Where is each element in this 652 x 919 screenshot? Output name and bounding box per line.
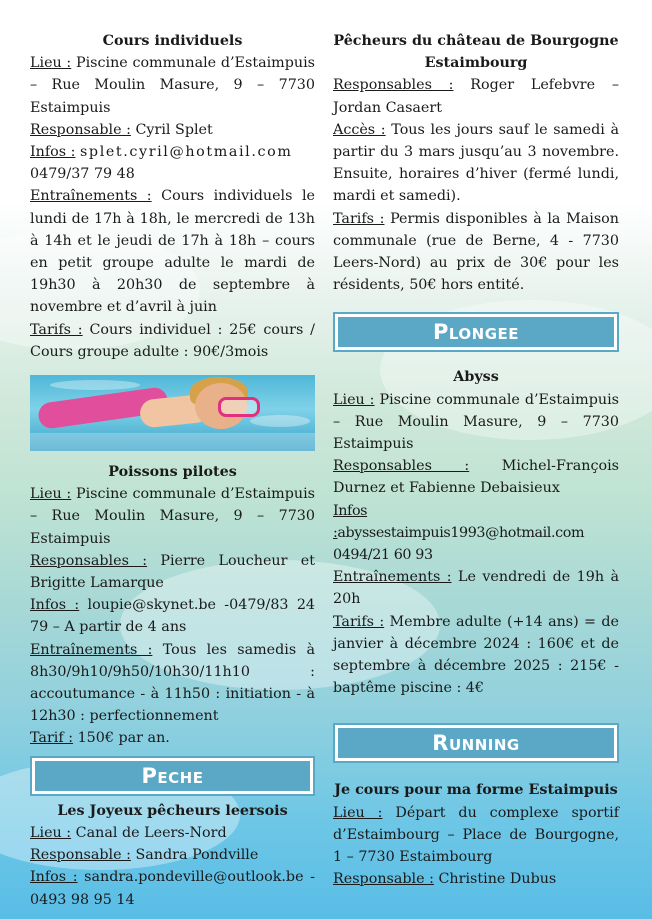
entrainements-label: Entraînements :	[333, 569, 452, 586]
section-joyeux-pecheurs	[30, 800, 315, 911]
entrainements-line	[30, 185, 315, 318]
responsable-line	[30, 119, 315, 141]
right-column	[333, 30, 619, 891]
lieu-label: Lieu :	[333, 391, 375, 408]
entrainements-text: Tous les samedis à 8h30/9h10/9h50/10h30/11h10 : accoutumance - à 11h50 : initiation - à 12h30 : perfectionnement	[30, 641, 315, 725]
entrainements-line	[30, 639, 315, 728]
entrainements-text: Cours individuels le lundi de 17h à 18h, le mercredi de 13h à 14h et le jeudi de 17h à 18h – cours en petit groupe adulte le mardi de 19h30 à 20h30 de septembre à novembre et d’avril à juin	[30, 188, 315, 316]
entrainements-label: Entraînements :	[30, 188, 152, 205]
entrainements-label: Entraînements :	[30, 641, 153, 658]
responsable-text: Christine Dubus	[438, 871, 557, 888]
infos-label: Infos :	[30, 144, 76, 161]
responsable-text: Sandra Pondville	[135, 847, 259, 864]
responsables-text: Michel-François Durnez et Fabienne Debaisieux	[333, 458, 620, 497]
acces-line	[333, 119, 619, 208]
section-je-cours	[333, 779, 619, 890]
lieu-text: Piscine communale d’Estaimpuis – Rue Moulin Masure, 9 – 7730 Estaimpuis	[333, 391, 619, 453]
section-poissons-pilotes	[30, 461, 315, 750]
phone-text: 0494/21 60 93	[333, 547, 433, 564]
lieu-text: Piscine communale d’Estaimpuis – Rue Moulin Masure, 9 – 7730 Estaimpuis	[30, 486, 315, 547]
responsables-line	[333, 455, 619, 499]
email-link[interactable]: splet.cyril@hotmail.com	[80, 144, 293, 161]
tarifs-label: Tarifs :	[333, 613, 385, 630]
responsables-text: Roger Lefebvre – Jordan Casaert	[333, 77, 619, 116]
email-link[interactable]: abyssestaimpuis1993@hotmail.com	[337, 524, 585, 541]
tarifs-line	[333, 208, 619, 297]
responsable-label: Responsable :	[30, 847, 131, 864]
infos-label: Infos :	[30, 869, 78, 886]
tarifs-text: Cours individuel : 25€ cours / Cours groupe adulte : 90€/3mois	[30, 321, 315, 360]
lieu-line	[333, 389, 619, 456]
entrainements-text: Le vendredi de 19h à 20h	[333, 569, 619, 608]
section-title: Poissons pilotes	[108, 464, 237, 481]
responsable-label: Responsable :	[333, 871, 434, 888]
lieu-text: Piscine communale d’Estaimpuis – Rue Moulin Masure, 9 – 7730 Estaimpuis	[30, 55, 315, 116]
infos-line	[30, 141, 315, 185]
section-title: Les Joyeux pêcheurs leersois	[57, 802, 288, 819]
acces-text: Tous les jours sauf le samedi à partir du 3 mars jusqu’au 3 novembre. Ensuite, horaires d’hiver (fermé lundi, mardi et samedi).	[333, 121, 620, 205]
lieu-label: Lieu :	[30, 824, 72, 841]
tarifs-line	[30, 319, 315, 363]
tarif-line	[30, 727, 315, 749]
infos-line	[30, 866, 315, 910]
tarifs-label: Tarifs :	[333, 210, 385, 227]
responsable-text: Pierre Loucheur et Brigitte Lamarque	[30, 552, 315, 592]
responsable-label: Responsable :	[30, 121, 131, 138]
banner-plongee: Plongee	[335, 314, 617, 350]
lieu-line	[30, 483, 315, 550]
responsable-label: Responsables :	[30, 552, 148, 569]
tarifs-label: Tarifs :	[30, 321, 83, 338]
responsables-label: Responsables :	[333, 77, 454, 94]
responsables-label: Responsables :	[333, 458, 470, 475]
lieu-label: Lieu :	[30, 486, 72, 503]
lieu-text: Canal de Leers-Nord	[75, 824, 227, 841]
infos-text[interactable]: sandra.pondeville@outlook.be - 0493 98 95 14	[30, 869, 315, 908]
lieu-label: Lieu :	[30, 55, 72, 72]
infos-line	[30, 594, 315, 638]
section-title: Pêcheurs du château de Bourgogne Estaimbourg	[333, 33, 619, 72]
lieu-line	[30, 52, 315, 119]
banner-peche: Peche	[32, 758, 313, 794]
phone-text: 0479/37 79 48	[30, 166, 135, 183]
left-column	[30, 30, 315, 911]
tarifs-text: Membre adulte (+14 ans) = de janvier à décembre 2024 : 160€ et de septembre à décembre 2025 : 215€ -baptême piscine : 4€	[333, 613, 619, 697]
section-pecheurs-chateau	[333, 30, 619, 296]
responsables-line	[333, 74, 619, 118]
lieu-line	[30, 822, 315, 844]
infos-label: Infos :	[30, 597, 80, 614]
section-title: Cours individuels	[102, 33, 243, 49]
section-cours-individuels	[30, 30, 315, 363]
lieu-label: Lieu :	[333, 804, 383, 821]
tarif-text: 150€ par an.	[77, 730, 170, 747]
responsable-text: Cyril Splet	[135, 121, 213, 138]
banner-running: Running	[335, 725, 617, 761]
lieu-text: Départ du complexe sportif d’Estaimbourg – Place de Bourgogne, 1 – 7730 Estaimbourg	[333, 804, 620, 866]
tarifs-line	[333, 611, 619, 700]
tarifs-text: Permis disponibles à la Maison communale (rue de Berne, 4 - 7730 Leers-Nord) au prix de 30€ pour les résidents, 50€ hors entité.	[333, 210, 619, 294]
infos-text[interactable]: loupie@skynet.be -0479/83 24 79 – A partir de 4 ans	[30, 597, 316, 636]
responsable-line	[333, 868, 619, 890]
entrainements-line	[333, 566, 619, 610]
responsable-line	[30, 844, 315, 866]
infos-line	[333, 500, 619, 567]
acces-label: Accès :	[333, 121, 386, 138]
section-abyss	[333, 366, 619, 699]
tarif-label: Tarif :	[30, 730, 74, 747]
lieu-line	[333, 802, 619, 869]
swimmer-photo	[30, 375, 315, 451]
section-title: Je cours pour ma forme Estaimpuis	[334, 782, 618, 799]
infos-label: Infos :	[333, 502, 368, 541]
section-title: Abyss	[453, 369, 499, 386]
responsable-line	[30, 550, 315, 594]
